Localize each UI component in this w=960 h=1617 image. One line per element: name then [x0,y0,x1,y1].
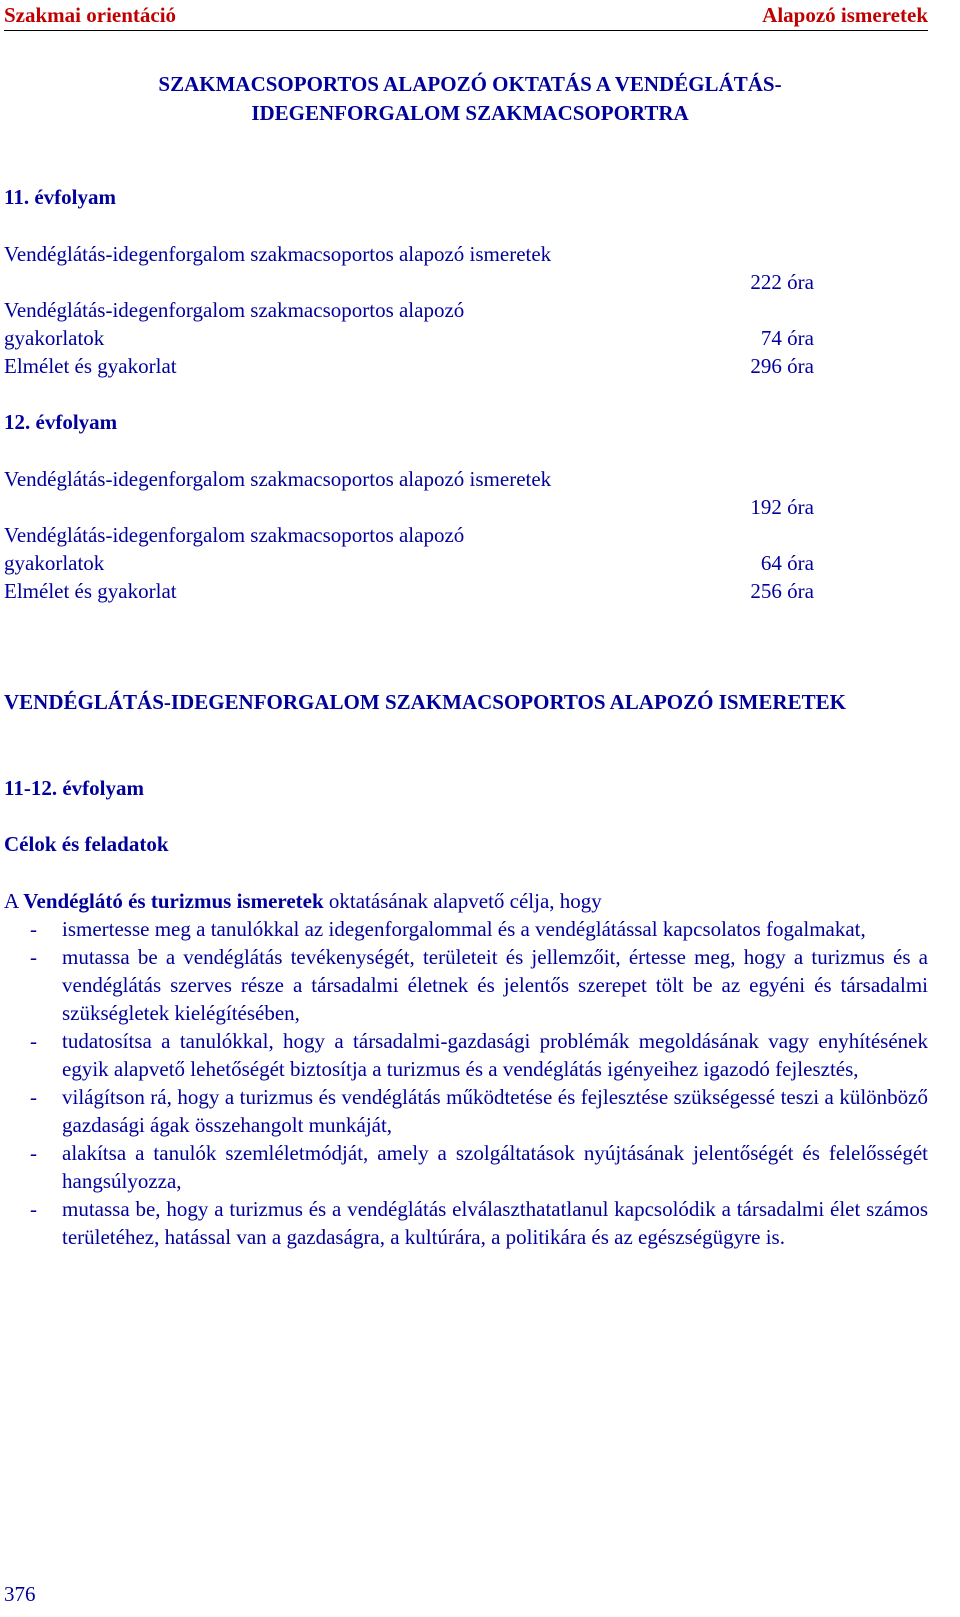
list-item-text: alakítsa a tanulók szemléletmódját, amely a szolgáltatások nyújtásának jelentőségét és felelősségét hangsúlyozza, [62,1141,928,1193]
list-dash: - [30,917,37,941]
page-header [4,0,928,31]
section-title: VENDÉGLÁTÁS-IDEGENFORGALOM SZAKMACSOPORTOS ALAPOZÓ ISMERETEK [4,690,846,714]
grade12-row-theory [4,465,814,521]
list-dash: - [30,1029,37,1053]
main-title [0,70,940,128]
grade12-heading: 12. évfolyam [4,410,118,434]
section-grades: 11-12. évfolyam [4,776,144,800]
list-item [4,915,928,943]
list-item [4,943,928,1027]
course-hours: 256 óra [750,579,814,603]
list-dash: - [30,1085,37,1109]
course-hours: 64 óra [760,551,814,575]
list-item-text: ismertesse meg a tanulókkal az idegenforgalommal és a vendéglátással kapcsolatos fogalmakat, [62,917,866,941]
intro-paragraph [4,887,928,915]
grade11-heading: 11. évfolyam [4,185,116,209]
list-dash: - [30,945,37,969]
intro-prefix: A [4,889,24,913]
grade11-row-total [4,352,814,380]
course-hours: 222 óra [750,270,814,294]
header-right-title: Alapozó ismeretek [762,3,928,27]
course-hours: 192 óra [750,495,814,519]
course-name: Vendéglátás-idegenforgalom szakmacsoportos alapozó gyakorlatok [4,523,465,575]
course-name: Elmélet és gyakorlat [4,579,177,603]
intro-suffix: oktatásának alapvető célja, hogy [323,889,602,913]
list-item-text: tudatosítsa a tanulókkal, hogy a társadalmi-gazdasági problémák megoldásának vagy enyhítésének egyik alapvető lehetőségét biztosítja a turizmus és a vendéglátás igényeihez igazodó fejlesztés, [62,1029,928,1081]
list-item [4,1139,928,1195]
list-item [4,1195,928,1251]
course-name: Vendéglátás-idegenforgalom szakmacsoportos alapozó gyakorlatok [4,298,465,350]
grade11-row-practice [4,296,814,352]
grade12-row-practice [4,521,814,577]
course-hours: 296 óra [750,354,814,378]
grade12-row-total [4,577,814,605]
course-name: Elmélet és gyakorlat [4,354,177,378]
list-item-text: mutassa be, hogy a turizmus és a vendéglátás elválaszthatatlanul kapcsolódik a társadalmi élet számos területéhez, hatással van a gazdaságra, a kultúrára, a politikára és az egészségügyre is. [62,1197,928,1249]
main-title-line1: SZAKMACSOPORTOS ALAPOZÓ OKTATÁS A VENDÉGLÁTÁS- [158,72,782,96]
course-hours: 74 óra [760,326,814,350]
course-name: Vendéglátás-idegenforgalom szakmacsoportos alapozó ismeretek [4,242,552,266]
intro-bold: Vendéglátó és turizmus ismeretek [23,889,324,913]
grade11-row-theory [4,240,814,296]
course-name: Vendéglátás-idegenforgalom szakmacsoportos alapozó ismeretek [4,467,552,491]
list-item [4,1083,928,1139]
goal-list [4,915,928,1251]
list-dash: - [30,1197,37,1221]
list-item-text: világítson rá, hogy a turizmus és vendéglátás működtetése és fejlesztése szükségessé teszi a különböző gazdasági ágak összehangolt munkáját, [62,1085,928,1137]
section-subtitle: Célok és feladatok [4,832,169,856]
list-item [4,1027,928,1083]
page-number: 376 [4,1582,36,1606]
main-title-line2: IDEGENFORGALOM SZAKMACSOPORTRA [251,101,689,125]
list-dash: - [30,1141,37,1165]
header-left-title: Szakmai orientáció [4,3,177,27]
list-item-text: mutassa be a vendéglátás tevékenységét, területeit és jellemzőit, értesse meg, hogy a turizmus és a vendéglátás szerves része a társadalmi életnek és jelentős szerepet tölt be az egyéni és társadalmi szükségletek kielégítésében, [62,945,928,1025]
